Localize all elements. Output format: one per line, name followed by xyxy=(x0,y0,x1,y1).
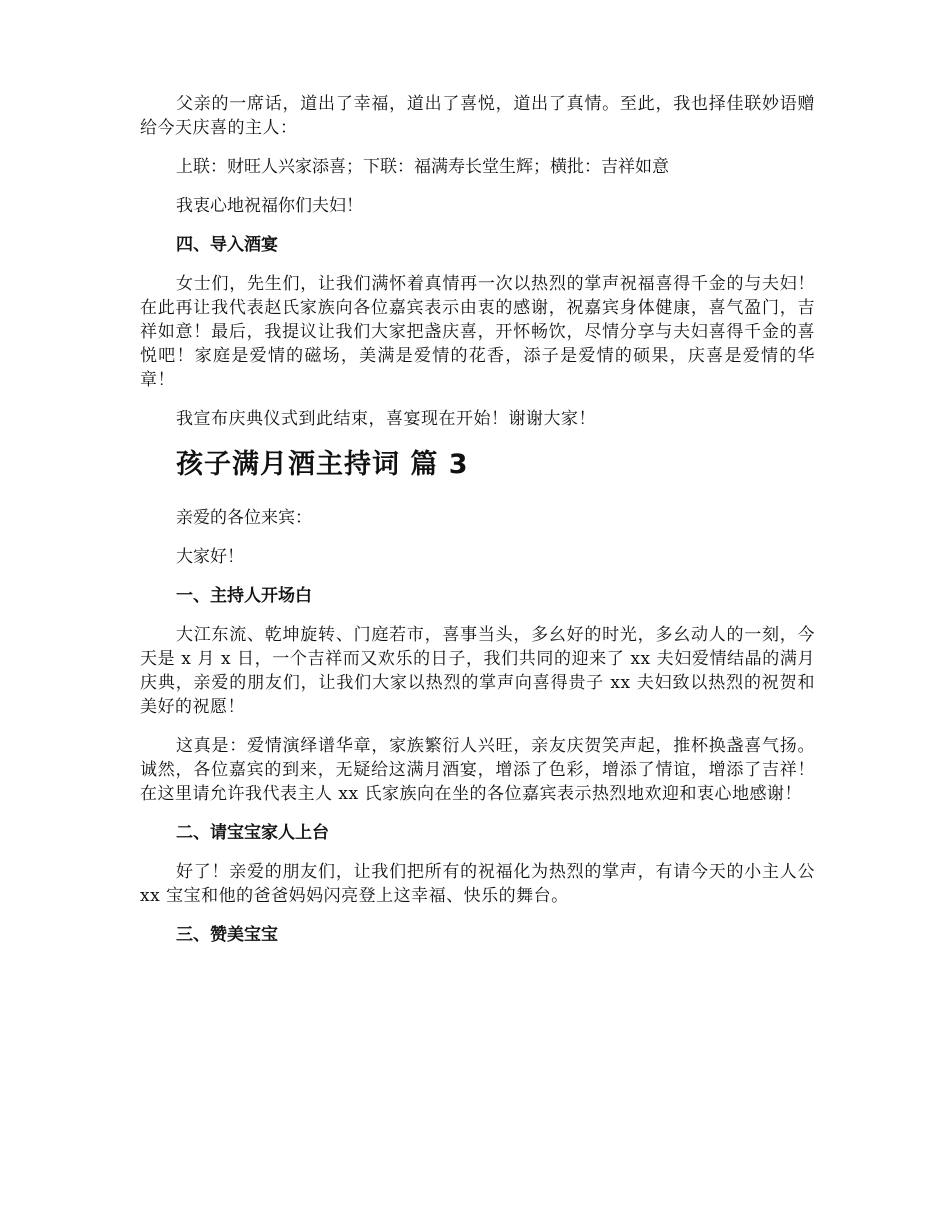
paragraph-couplet: 上联：财旺人兴家添喜；下联：福满寿长堂生辉；横批：吉祥如意 xyxy=(176,157,669,177)
paragraph-thanks-guests: 这真是：爱情演绎谱华章，家族繁衍人兴旺，亲友庆贺笑声起，推杯换盏喜气扬。诚然，各位嘉宾的到来，无疑给这满月酒宴，增添了色彩，增添了情谊，增添了吉祥！在这里请允许我代表主人 xx 氏家族向在坐的各位嘉宾表示热烈地欢迎和衷心地感谢！ xyxy=(140,736,815,804)
article-title: 孩子满月酒主持词 篇 3 xyxy=(176,449,469,480)
section-heading-opening: 一、主持人开场白 xyxy=(176,586,312,606)
paragraph-ceremony-end: 我宣布庆典仪式到此结束，喜宴现在开始！谢谢大家！ xyxy=(176,409,596,429)
section-heading-praise-baby: 三、赞美宝宝 xyxy=(176,925,278,945)
paragraph-blessing: 我衷心地祝福你们夫妇！ xyxy=(176,196,363,216)
paragraph-opening-speech: 大江东流、乾坤旋转、门庭若市，喜事当头，多幺好的时光，多幺动人的一刻，今天是 x 月 x 日，一个吉祥而又欢乐的日子，我们共同的迎来了 xx 夫妇爱情结晶的满月庆典，亲爱的朋友们，让我们大家以热烈的掌声向喜得贵子 xx 夫妇致以热烈的祝贺和美好的祝愿！ xyxy=(140,625,815,717)
paragraph-father-words: 父亲的一席话，道出了幸福，道出了喜悦，道出了真情。至此，我也择佳联妙语赠给今天庆喜的主人： xyxy=(140,94,815,138)
document-page xyxy=(140,92,821,962)
section-heading-family-stage: 二、请宝宝家人上台 xyxy=(176,823,329,843)
paragraph-banquet-speech: 女士们，先生们，让我们满怀着真情再一次以热烈的掌声祝福喜得千金的与夫妇！在此再让我代表赵氏家族向各位嘉宾表示由衷的感谢，祝嘉宾身体健康，喜气盈门，吉祥如意！最后，我提议让我们大家把盏庆喜，开怀畅饮，尽情分享与夫妇喜得千金的喜悦吧！家庭是爱情的磁场，美满是爱情的花香，添子是爱情的硕果，庆喜是爱情的华章！ xyxy=(140,274,815,390)
paragraph-greeting-guests: 亲爱的各位来宾： xyxy=(176,508,312,528)
paragraph-hello: 大家好！ xyxy=(176,547,244,567)
paragraph-invite-family: 好了！亲爱的朋友们，让我们把所有的祝福化为热烈的掌声，有请今天的小主人公 xx 宝宝和他的爸爸妈妈闪亮登上这幸福、快乐的舞台。 xyxy=(140,862,821,906)
section-heading-banquet: 四、导入酒宴 xyxy=(176,235,278,255)
